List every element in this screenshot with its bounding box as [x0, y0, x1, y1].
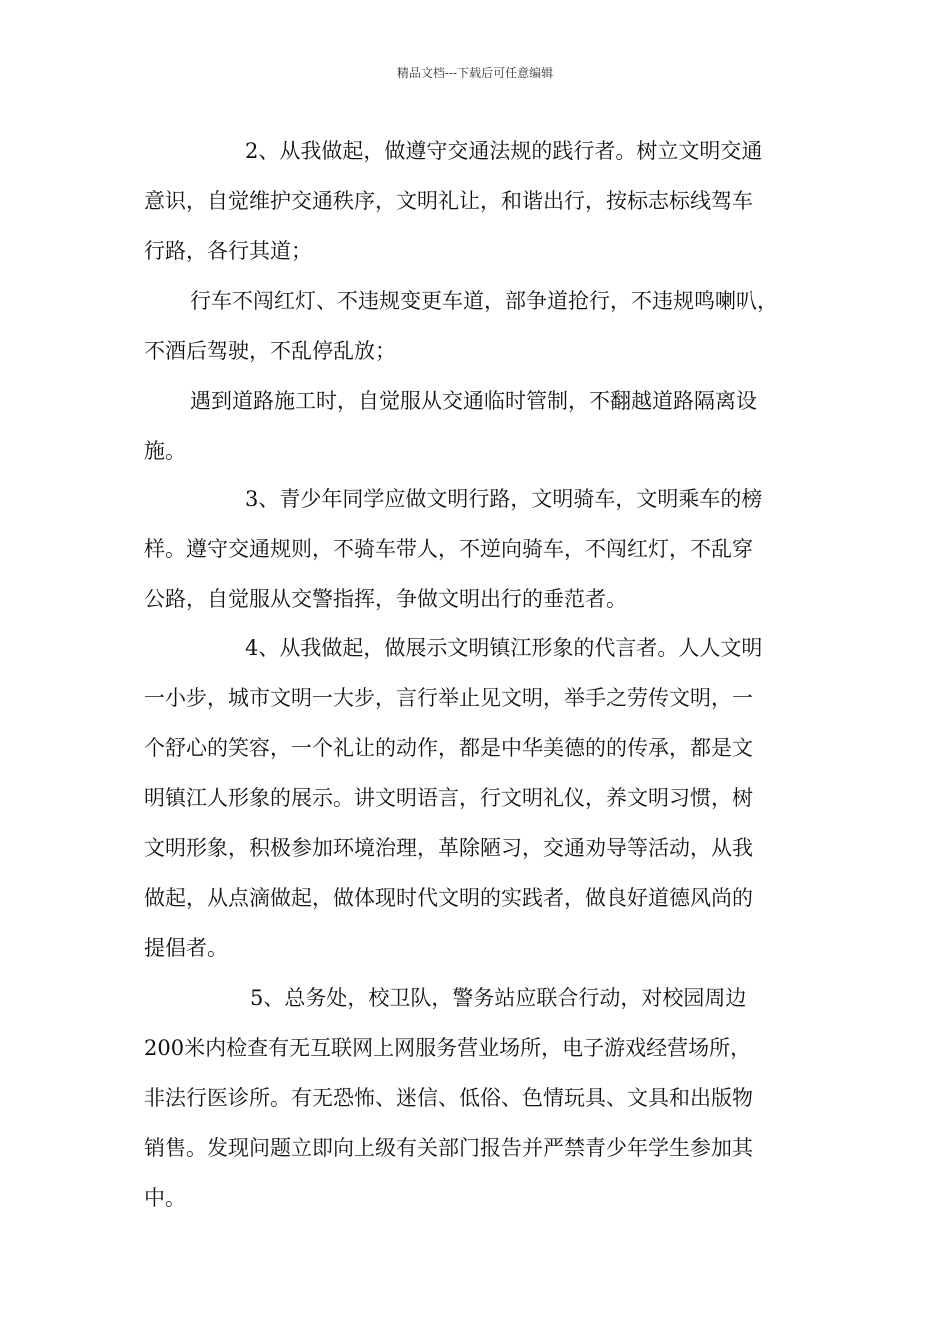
text-line: 销售。发现问题立即向上级有关部门报告并严禁青少年学生参加其: [144, 1136, 753, 1160]
text-line: 4、从我做起，做展示文明镇江形象的代言者。人人文明: [245, 636, 763, 660]
text-line: 行车不闯红灯、不违规变更车道，部争道抢行，不违规鸣喇叭，: [190, 289, 778, 313]
text-line: 2、从我做起，做遵守交通法规的践行者。树立文明交通: [245, 139, 763, 163]
text-line: 中。: [144, 1186, 186, 1210]
page-header: 精品文档---下载后可任意编辑: [396, 66, 554, 80]
text-line: 做起，从点滴做起，做体现时代文明的实践者，做良好道德风尚的: [144, 886, 753, 910]
text-line: 提倡者。: [144, 936, 228, 960]
text-line: 明镇江人形象的展示。讲文明语言，行文明礼仪，养文明习惯，树: [144, 786, 753, 810]
text-line: 遇到道路施工时，自觉服从交通临时管制，不翻越道路隔离设: [190, 389, 757, 413]
text-line: 200米内检查有无互联网上网服务营业场所，电子游戏经营场所，: [144, 1036, 752, 1060]
text-line: 行路，各行其道；: [144, 239, 312, 263]
text-line: 意识，自觉维护交通秩序，文明礼让，和谐出行，按标志标线驾车: [144, 189, 753, 213]
text-line: 非法行医诊所。有无恐怖、迷信、低俗、色情玩具、文具和出版物: [144, 1086, 753, 1110]
text-line: 样。遵守交通规则，不骑车带人，不逆向骑车，不闯红灯，不乱穿: [144, 537, 753, 561]
text-line: 不酒后驾驶，不乱停乱放；: [144, 339, 396, 363]
text-line: 3、青少年同学应做文明行路，文明骑车，文明乘车的榜: [245, 487, 763, 511]
text-line: 文明形象，积极参加环境治理，革除陋习，交通劝导等活动，从我: [144, 836, 753, 860]
text-line: 公路，自觉服从交警指挥，争做文明出行的垂范者。: [144, 587, 627, 611]
text-line: 5、总务处，校卫队，警务站应联合行动，对校园周边: [250, 986, 747, 1010]
text-line: 一小步，城市文明一大步，言行举止见文明，举手之劳传文明，一: [144, 686, 753, 710]
text-line: 个舒心的笑容，一个礼让的动作，都是中华美德的的传承，都是文: [144, 736, 753, 760]
text-line: 施。: [144, 439, 186, 463]
